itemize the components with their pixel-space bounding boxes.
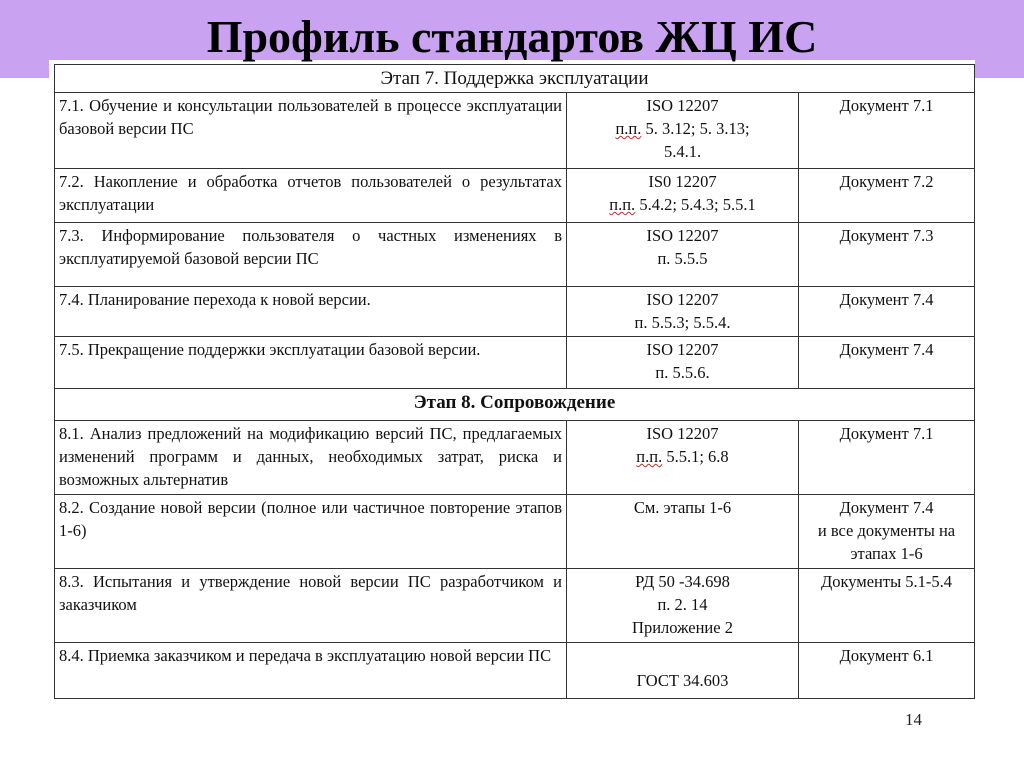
table-row	[55, 93, 975, 169]
spell-marked-text: п.п.	[636, 447, 663, 466]
document-cell: Документ 6.1	[799, 643, 975, 699]
task-cell: 8.2. Создание новой версии (полное или частичное повторение этапов 1-6)	[55, 495, 567, 569]
page-title: Профиль стандартов ЖЦ ИС	[206, 11, 818, 62]
standard-cell: ISO 12207 п. 5.5.3; 5.5.4.	[567, 287, 799, 337]
standard-cell: ISO 12207 п.п. 5. 3.12; 5. 3.13; 5.4.1.	[567, 93, 799, 169]
document-cell: Документ 7.1	[799, 93, 975, 169]
task-cell: 8.4. Приемка заказчиком и передача в эксплуатацию новой версии ПС	[55, 643, 567, 699]
document-cell: Документ 7.4 и все документы на этапах 1-6	[799, 495, 975, 569]
table-row	[55, 643, 975, 699]
table-row	[55, 169, 975, 223]
task-cell: 8.1. Анализ предложений на модификацию версий ПС, предлагаемых изменений программ и данных, необходимых затрат, риска и возможных альтернатив	[55, 421, 567, 495]
table-row	[55, 337, 975, 389]
task-cell: 7.2. Накопление и обработка отчетов пользователей о результатах эксплуатации	[55, 169, 567, 223]
spell-marked-text: п.п.	[609, 195, 636, 214]
task-cell: 7.5. Прекращение поддержки эксплуатации базовой версии.	[55, 337, 567, 389]
stage8-header-row	[55, 389, 975, 421]
document-cell: Документ 7.3	[799, 223, 975, 287]
stage7-heading: Этап 7. Поддержка эксплуатации	[55, 65, 975, 93]
standards-table	[54, 64, 975, 699]
table-row	[55, 223, 975, 287]
standard-cell: ISO 12207 п. 5.5.6.	[567, 337, 799, 389]
document-cell: Документ 7.4	[799, 337, 975, 389]
standard-cell: IS0 12207 п.п. 5.4.2; 5.4.3; 5.5.1	[567, 169, 799, 223]
table-row	[55, 495, 975, 569]
page-number: 14	[905, 710, 922, 729]
standard-cell: ISO 12207 п. 5.5.5	[567, 223, 799, 287]
stage8-heading: Этап 8. Сопровождение	[55, 389, 975, 421]
standard-cell: ISO 12207 п.п. 5.5.1; 6.8	[567, 421, 799, 495]
task-cell: 7.3. Информирование пользователя о частных изменениях в эксплуатируемой базовой версии ПС	[55, 223, 567, 287]
task-cell: 8.3. Испытания и утверждение новой версии ПС разработчиком и заказчиком	[55, 569, 567, 643]
document-cell: Документы 5.1-5.4	[799, 569, 975, 643]
document-cell: Документ 7.1	[799, 421, 975, 495]
task-cell: 7.1. Обучение и консультации пользователей в процессе эксплуатации базовой версии ПС	[55, 93, 567, 169]
standard-cell: РД 50 -34.698 п. 2. 14 Приложение 2	[567, 569, 799, 643]
task-cell: 7.4. Планирование перехода к новой версии.	[55, 287, 567, 337]
standard-cell: См. этапы 1-6	[567, 495, 799, 569]
table-row	[55, 421, 975, 495]
spell-marked-text: п.п.	[615, 119, 642, 138]
document-cell: Документ 7.4	[799, 287, 975, 337]
document-cell: Документ 7.2	[799, 169, 975, 223]
stage7-header-row	[55, 65, 975, 93]
table-row	[55, 287, 975, 337]
standard-cell: ГОСТ 34.603	[567, 643, 799, 699]
table-row	[55, 569, 975, 643]
